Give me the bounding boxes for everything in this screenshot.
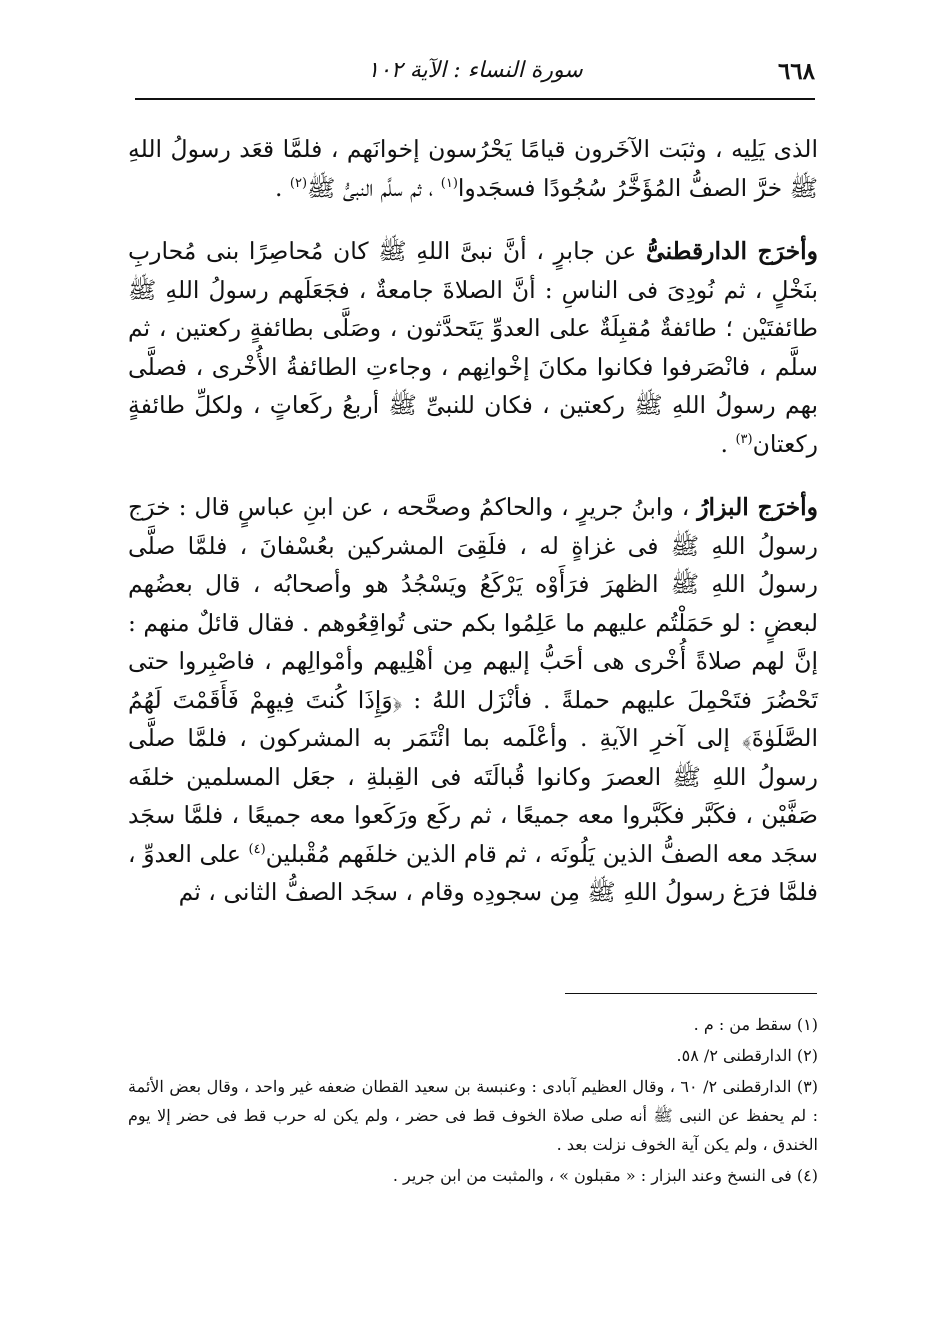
quran-verse: ﴿وَإِذَا كُنتَ فِيهِمْ فَأَقَمْتَ لَهُمُ الصَّلَوٰةَ﴾	[128, 685, 818, 752]
paragraph-text: .	[274, 173, 290, 202]
page-number: ٦٦٨	[777, 58, 815, 85]
paragraph-1	[128, 130, 818, 207]
footnote-rule	[565, 993, 817, 994]
footnote-3: (٣) الدارقطنى ٢/ ٦٠ ، وقال العظيم آبادى : وعنبسة بن سعيد القطان ضعفه غير واحد ، وقال بعض الأئمة : لم يحفظ عن النبى ﷺ أنه صلى صلاة الخوف قط فى حضر ، ولم يكن له حرب قط فى حضر إلا يوم الخندق ، ولم يكن آية الخوف نزلت بعد .	[128, 1077, 818, 1154]
header-rule	[135, 98, 815, 100]
paragraph-text: .	[720, 429, 736, 458]
footnote-4: (٤) فى النسخ وعند البزار : « مقبلون » ، والمثبت من ابن جرير .	[392, 1166, 818, 1185]
footnote-2: (٢) الدارقطنى ٢/ ٥٨.	[676, 1046, 818, 1065]
footnote-ref: (٣)	[735, 431, 753, 447]
paragraph-text: إلى آخرِ الآيةِ . وأعْلَمه بما ائْتَمَر به المشركون ، فلمَّا صلَّى رسولُ اللهِ ﷺ العصرَ وكانوا قُبالَتَه فى القِبلةِ ، جعَل المسلمين خلفَه صَفَّيْن ، فكَبَّر فكَبَّروا معه جميعًا ، ثم ركَع ورَكَعوا معه جميعًا ، فلمَّا سجَد سجَد معه الصفُّ الذين يَلُونَه ، ثم قام الذين خلفَهم مُقْبلين	[128, 724, 819, 868]
page-header	[135, 48, 815, 94]
paragraph-3	[128, 488, 818, 912]
footnote-ref: (٤)	[248, 841, 266, 857]
paragraph-text: ، وابنُ جريرٍ ، والحاكمُ وصحَّحه ، عن ابنِ عباسٍ قال : خرَج رسولُ اللهِ ﷺ فى غزاةٍ له ، فلَقِىَ المشركين بعُسْفانَ ، فلمَّا صلَّى رسولُ اللهِ ﷺ الظهرَ فرَأَوْه يَرْكَعُ ويَسْجُدُ هو وأصحابُه ، قال بعضُهم لبعضٍ : لو حَمَلْتُم عليهم ما عَلِمُوا بكم حتى تُواقِعُوهم . فقال قائلٌ منهم : إنَّ لهم صلاةً أُخْرى هى أحَبُّ إليهم مِن أهْلِيهم وأمْوالِهم ، فاصْبِروا حتى تَحْضُرَ فتَحْمِلَ عليهم حملةً . فأنْزَل اللهُ :	[128, 493, 818, 714]
paragraph-text: ، ثم سلَّم النبىُّ ﷺ	[307, 173, 441, 202]
paragraph-lead: وأخرَج الدارقطنىُّ	[645, 237, 818, 265]
running-title: سورة النساء : الآية ١٠٢	[367, 58, 583, 83]
footnote-1: (١) سقط من : م .	[693, 1015, 818, 1034]
paragraph-text: الذى يَلِيه ، وثبَت الآخَرون قيامًا يَحْرُسون إخوانَهم ، فلمَّا قعَد رسولُ اللهِ ﷺ خرَّ الصفُّ المُؤَخَّرُ سُجُودًا فسجَدوا	[128, 135, 818, 202]
paragraph-2	[128, 232, 818, 463]
paragraph-lead: وأخرَج البزارُ	[697, 493, 818, 521]
footnote-ref: (٢)	[289, 175, 308, 191]
footnote-ref: (١)	[440, 175, 458, 191]
paragraph-text: على العدوِّ ، فلمَّا فرَغ رسولُ اللهِ ﷺ مِن سجودِه وقام ، سجَد الصفُّ الثانى ، ثم	[128, 839, 818, 906]
paragraph-text: عن جابرٍ ، أنَّ نبىَّ اللهِ ﷺ كان مُحاصِرًا بنى مُحاربِ بنَخْلٍ ، ثم نُودِىَ فى الناسِ : أنَّ الصلاةَ جامعةٌ ، فجَعَلَهم رسولُ اللهِ ﷺ طائفتَيْن ؛ طائفةٌ مُقبِلَةٌ على العدوِّ يَتَحدَّثون ، وصَلَّى بطائفةٍ ركعتين ، ثم سلَّم ، فانْصَرفوا فكانوا مكانَ إخْوانِهم ، وجاءتِ الطائفةُ الأُخْرى ، فصلَّى بهم رسولُ اللهِ ﷺ ركعتين ، فكان للنبىِّ ﷺ أربعُ ركَعاتٍ ، ولكلِّ طائفةٍ ركعتان	[128, 237, 818, 458]
footnotes	[128, 1010, 818, 1192]
main-text	[128, 130, 818, 912]
